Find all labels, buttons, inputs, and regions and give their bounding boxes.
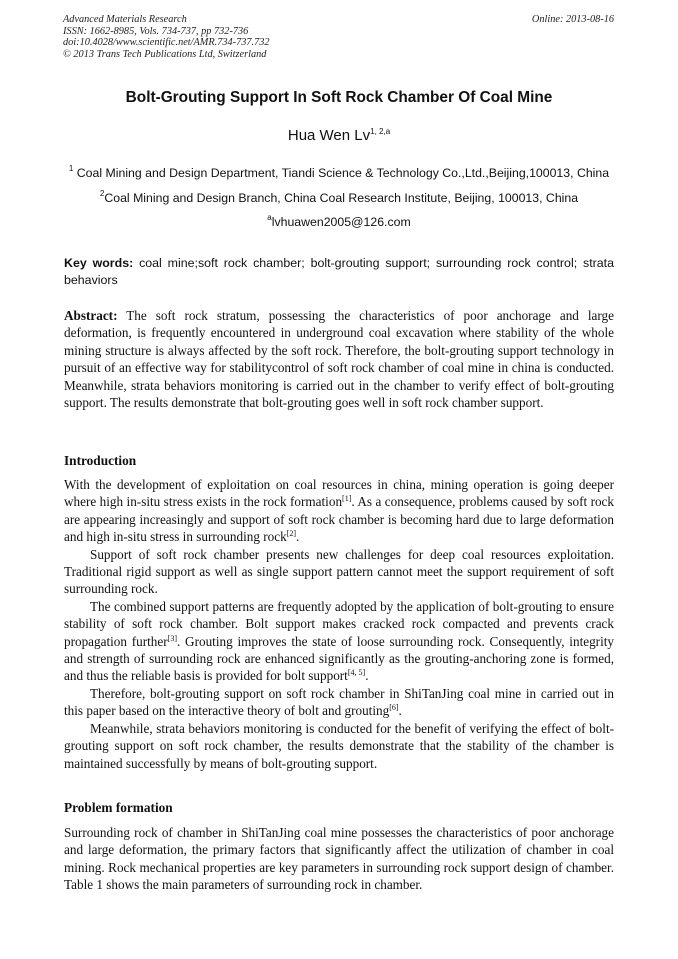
paper-title: Bolt-Grouting Support In Soft Rock Chamber Of Coal Mine: [125, 89, 553, 106]
section-heading-problem-formation: Problem formation: [64, 800, 173, 815]
affiliation-1-sup: 1: [68, 164, 74, 173]
abstract-text: The soft rock stratum, possessing the characteristics of poor anchorage and large deformation, is frequently encountered in underground coal excavation where stability of the whole mining structure is always affected by the soft rock. Therefore, the bolt-grouting support technology in pursuit of an effective way for stabilitycontrol of soft rock chamber of coal mine in china is conducted. Meanwhile, strata behaviors monitoring is carried out in the chamber to verify effect of bolt-grouting support. The results demonstrate that bolt-grouting goes well in soft rock chamber support.: [64, 308, 614, 411]
introduction-body: [64, 476, 614, 772]
author-name: Hua Wen Lv: [287, 127, 371, 144]
affiliation-1: [0, 166, 678, 180]
online-date: Online: 2013-08-16: [531, 14, 614, 25]
affiliation-2-text: Coal Mining and Design Branch, China Coal Research Institute, Beijing, 100013, China: [104, 191, 579, 205]
author-superscript: 1, 2,a: [370, 127, 391, 136]
affiliation-2-sup: 2: [99, 189, 105, 198]
email-sup: a: [267, 213, 272, 222]
issn-line: ISSN: 1662-8985, Vols. 734-737, pp 732-736: [63, 25, 249, 37]
intro-p1-text-a: With the development of exploitation on coal resources in china, mining operation is going deeper where high in-situ stress exists in the rock formation: [64, 477, 614, 510]
author-line: [0, 127, 678, 144]
copyright-line: © 2013 Trans Tech Publications Ltd, Switzerland: [63, 48, 267, 60]
section-heading-introduction: Introduction: [64, 453, 137, 468]
problem-paragraph-1: Surrounding rock of chamber in ShiTanJing coal mine possesses the characteristics of poor anchorage and large deformation, the primary factors that significantly affect the utilization of chamber in coal mining. Rock mechanical properties are key parameters in surrounding rock support design of chamber. Table 1 shows the main parameters of surrounding rock in chamber.: [64, 825, 614, 893]
intro-p3-text-b: . Grouting improves the state of loose surrounding rock. Consequently, integrity and strength of surrounding rock are enhanced significantly as the grouting-anchoring zone is formed, and thus the reliable basis is provided for bolt support: [64, 633, 614, 684]
intro-paragraph-3: [64, 598, 614, 685]
affiliation-1-text: Coal Mining and Design Department, Tiandi Science & Technology Co.,Ltd.,Beijing,100013, China: [73, 166, 610, 180]
affiliation-2: [0, 191, 678, 205]
abstract: [64, 307, 614, 411]
citation-1: [1]: [342, 494, 352, 504]
journal-name: Advanced Materials Research: [63, 14, 187, 25]
citation-3: [3]: [167, 633, 177, 643]
affiliation-email: [0, 215, 678, 229]
intro-paragraph-1: [64, 476, 614, 546]
citation-6: [6]: [389, 703, 399, 713]
citation-4-5: [4, 5]: [347, 668, 366, 678]
intro-paragraph-4: [64, 685, 614, 720]
keywords-text: coal mine;soft rock chamber; bolt-grouting support; surrounding rock control; strata behaviors: [64, 256, 614, 287]
intro-paragraph-2: Support of soft rock chamber presents new challenges for deep coal resources exploitation. Traditional rigid support as well as single support pattern cannot meet the support requirement of soft surrounding rock.: [64, 546, 614, 597]
intro-p3-text-c: .: [365, 668, 369, 684]
intro-p1-text-b: . As a consequence, problems caused by soft rock are appearing increasingly and support of soft rock chamber is becoming hard due to large deformation and high in-situ stress in surrounding rock: [64, 494, 614, 545]
intro-p4-text-b: .: [398, 703, 402, 719]
intro-p1-text-c: .: [296, 529, 300, 545]
keywords: [64, 255, 614, 289]
problem-formation-body: [64, 824, 614, 894]
page-header: [63, 14, 614, 60]
doi-line: doi:10.4028/www.scientific.net/AMR.734-737.732: [63, 37, 270, 49]
keywords-label: Key words:: [64, 256, 134, 270]
email-text: lvhuawen2005@126.com: [271, 215, 411, 229]
abstract-label: Abstract:: [64, 308, 118, 323]
intro-paragraph-5: Meanwhile, strata behaviors monitoring is conducted for the benefit of verifying the effect of bolt-grouting support on soft rock chamber, the results demonstrate that the stability of the chamber is maintained successfully by means of bolt-grouting support.: [64, 720, 614, 771]
citation-2: [2]: [286, 529, 297, 539]
intro-p3-text-a: The combined support patterns are frequently adopted by the application of bolt-grouting to ensure stability of soft rock chamber. Bolt support makes cracked rock compacted and prevents crack propagation further: [64, 598, 614, 649]
intro-p4-text-a: Therefore, bolt-grouting support on soft rock chamber in ShiTanJing coal mine in carried out in this paper based on the interactive theory of bolt and grouting: [64, 685, 614, 719]
